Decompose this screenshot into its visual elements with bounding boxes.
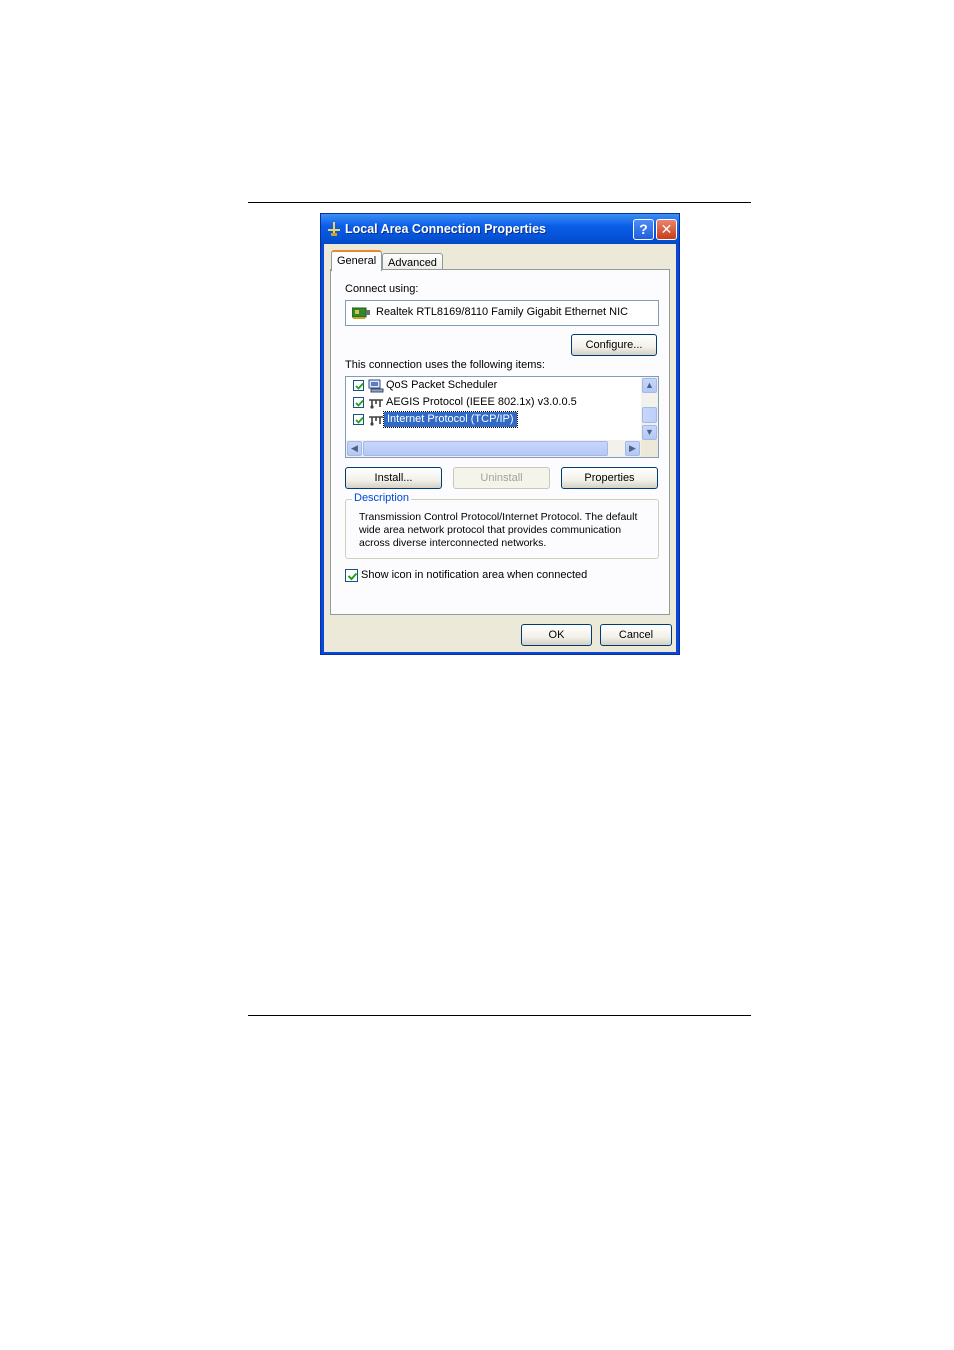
item-label: Internet Protocol (TCP/IP) — [384, 412, 517, 427]
notify-checkbox[interactable] — [345, 569, 358, 582]
protocol-icon — [368, 413, 384, 427]
checkmark-icon — [354, 398, 365, 409]
vertical-scrollbar[interactable] — [641, 377, 658, 441]
checkmark-icon — [354, 381, 365, 392]
qos-scheduler-icon — [368, 379, 384, 393]
install-button[interactable]: Install... — [345, 467, 442, 489]
network-connection-icon — [326, 221, 342, 237]
protocol-icon — [368, 396, 384, 410]
list-item-selected[interactable] — [346, 412, 642, 429]
horizontal-scrollbar[interactable] — [346, 440, 642, 457]
vertical-scroll-thumb[interactable] — [642, 407, 657, 423]
list-item[interactable] — [346, 395, 642, 412]
general-panel — [330, 269, 670, 615]
page-rule-top — [248, 202, 751, 203]
description-group — [345, 492, 659, 559]
item-checkbox[interactable] — [353, 380, 364, 391]
properties-dialog — [320, 213, 680, 655]
tab-advanced[interactable]: Advanced — [382, 253, 443, 271]
adapter-name: Realtek RTL8169/8110 Family Gigabit Ethernet NIC — [376, 306, 629, 318]
horizontal-scroll-thumb[interactable] — [363, 441, 608, 456]
item-checkbox[interactable] — [353, 414, 364, 425]
properties-button[interactable]: Properties — [561, 467, 658, 489]
item-checkbox[interactable] — [353, 397, 364, 408]
items-label: This connection uses the following items: — [345, 359, 545, 371]
close-button[interactable]: ✕ — [656, 219, 677, 240]
checkmark-icon — [354, 415, 365, 426]
item-label: AEGIS Protocol (IEEE 802.1x) v3.0.0.5 — [386, 396, 577, 408]
checkmark-icon — [346, 570, 359, 583]
scroll-left-icon[interactable]: ◀ — [347, 441, 362, 456]
scroll-up-icon[interactable]: ▲ — [642, 378, 657, 393]
description-text: Transmission Control Protocol/Internet Protocol. The default wide area network protocol that provides communication across diverse interconnected networks. — [359, 511, 638, 549]
scroll-right-icon[interactable]: ▶ — [625, 441, 640, 456]
tab-general[interactable]: General — [331, 250, 382, 271]
adapter-box — [345, 300, 659, 326]
list-item[interactable] — [346, 378, 642, 395]
dialog-client — [324, 244, 676, 652]
configure-button[interactable]: Configure... — [571, 334, 657, 356]
description-title: Description — [354, 492, 410, 504]
components-list[interactable] — [345, 376, 659, 458]
network-card-icon — [352, 307, 370, 319]
title-bar[interactable] — [321, 214, 679, 244]
scroll-corner — [641, 440, 658, 457]
page-rule-bottom — [248, 1015, 751, 1016]
ok-button[interactable]: OK — [521, 624, 592, 646]
notify-checkbox-label[interactable]: Show icon in notification area when connected — [361, 569, 588, 581]
help-button[interactable]: ? — [633, 219, 654, 240]
connect-using-label: Connect using: — [345, 283, 419, 295]
cancel-button[interactable]: Cancel — [600, 624, 672, 646]
uninstall-button[interactable]: Uninstall — [453, 467, 550, 489]
scroll-down-icon[interactable]: ▼ — [642, 425, 657, 440]
dialog-title: Local Area Connection Properties — [345, 222, 546, 236]
item-label: QoS Packet Scheduler — [386, 379, 498, 391]
